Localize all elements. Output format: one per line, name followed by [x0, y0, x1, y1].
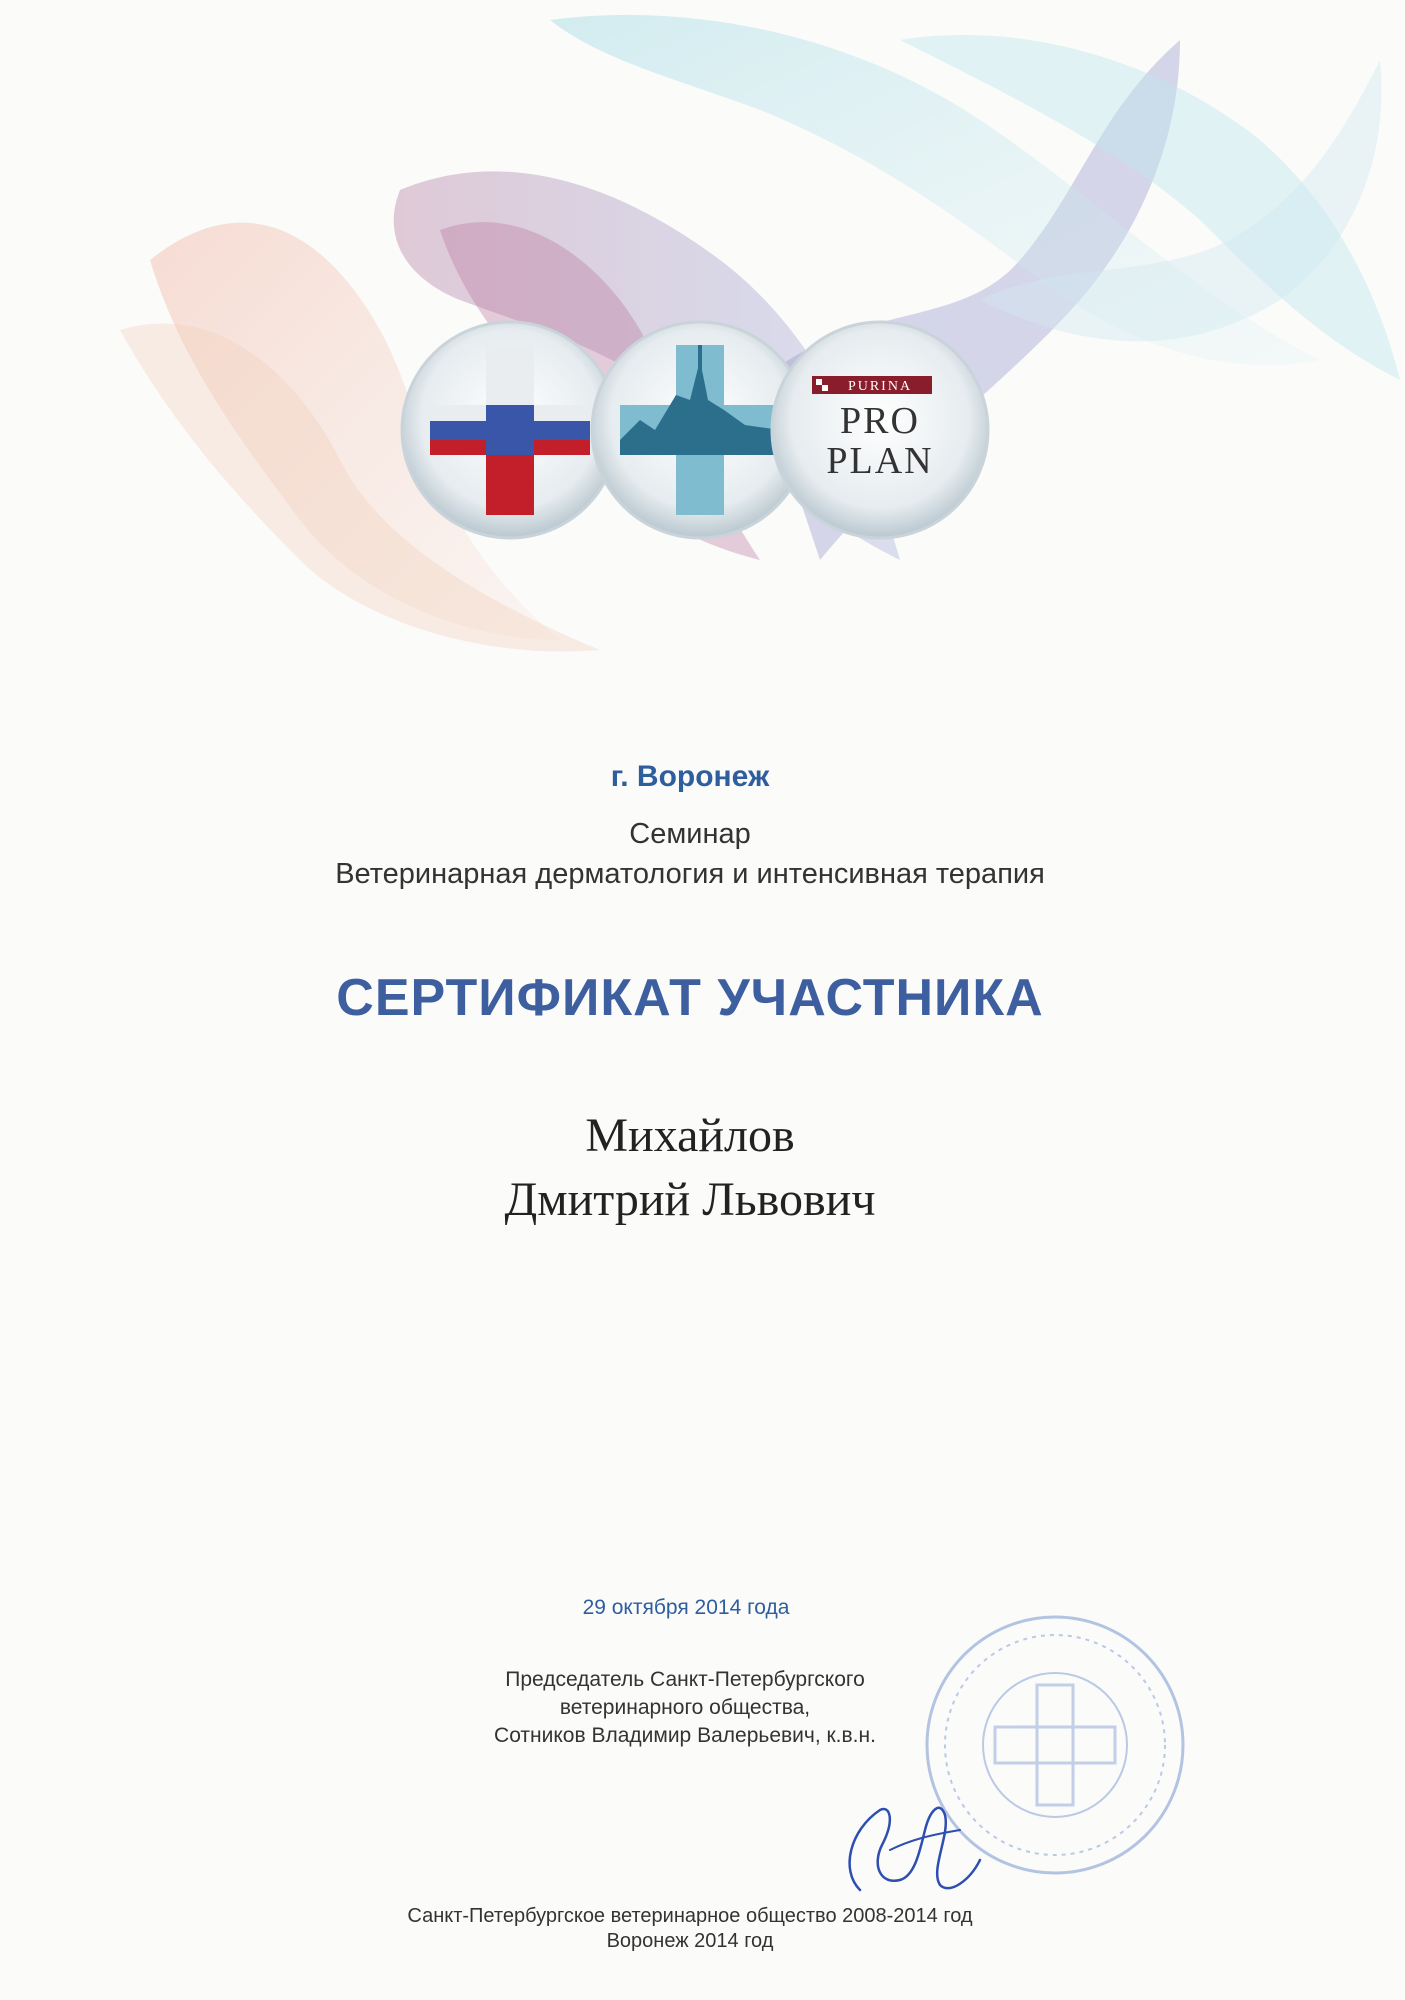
- footer-organization: Санкт-Петербургское ветеринарное общество 2008-2014 год: [407, 1905, 973, 1927]
- header-artwork: [0, 0, 1405, 720]
- signature: [820, 1790, 1000, 1900]
- participant-surname: Михайлов: [585, 1109, 795, 1162]
- signatory-name: Сотников Владимир Валерьевич, к.в.н.: [494, 1724, 876, 1747]
- flag-cross-logo: [402, 322, 618, 538]
- pro-plan-logo: [772, 322, 988, 538]
- cross-icon: [995, 1685, 1115, 1805]
- purina-label: PURINA: [847, 379, 913, 394]
- certificate-title: СЕРТИФИКАТ УЧАСТНИКА: [336, 969, 1044, 1027]
- event-city: г. Воронеж: [610, 760, 770, 793]
- footer-place-year: Воронеж 2014 год: [606, 1930, 774, 1952]
- participant-given-names: Дмитрий Львович: [504, 1173, 876, 1226]
- event-type: Семинар: [629, 818, 751, 850]
- plan-label: PLAN: [826, 440, 934, 482]
- signatory-title-line2: ветеринарного общества,: [559, 1696, 811, 1719]
- pro-label: PRO: [840, 400, 920, 442]
- event-topic: Ветеринарная дерматология и интенсивная терапия: [335, 858, 1045, 890]
- ribbon-decoration: [120, 15, 1400, 652]
- certificate-date: 29 октября 2014 года: [582, 1596, 790, 1619]
- signatory-title-line1: Председатель Санкт-Петербургского: [505, 1668, 865, 1691]
